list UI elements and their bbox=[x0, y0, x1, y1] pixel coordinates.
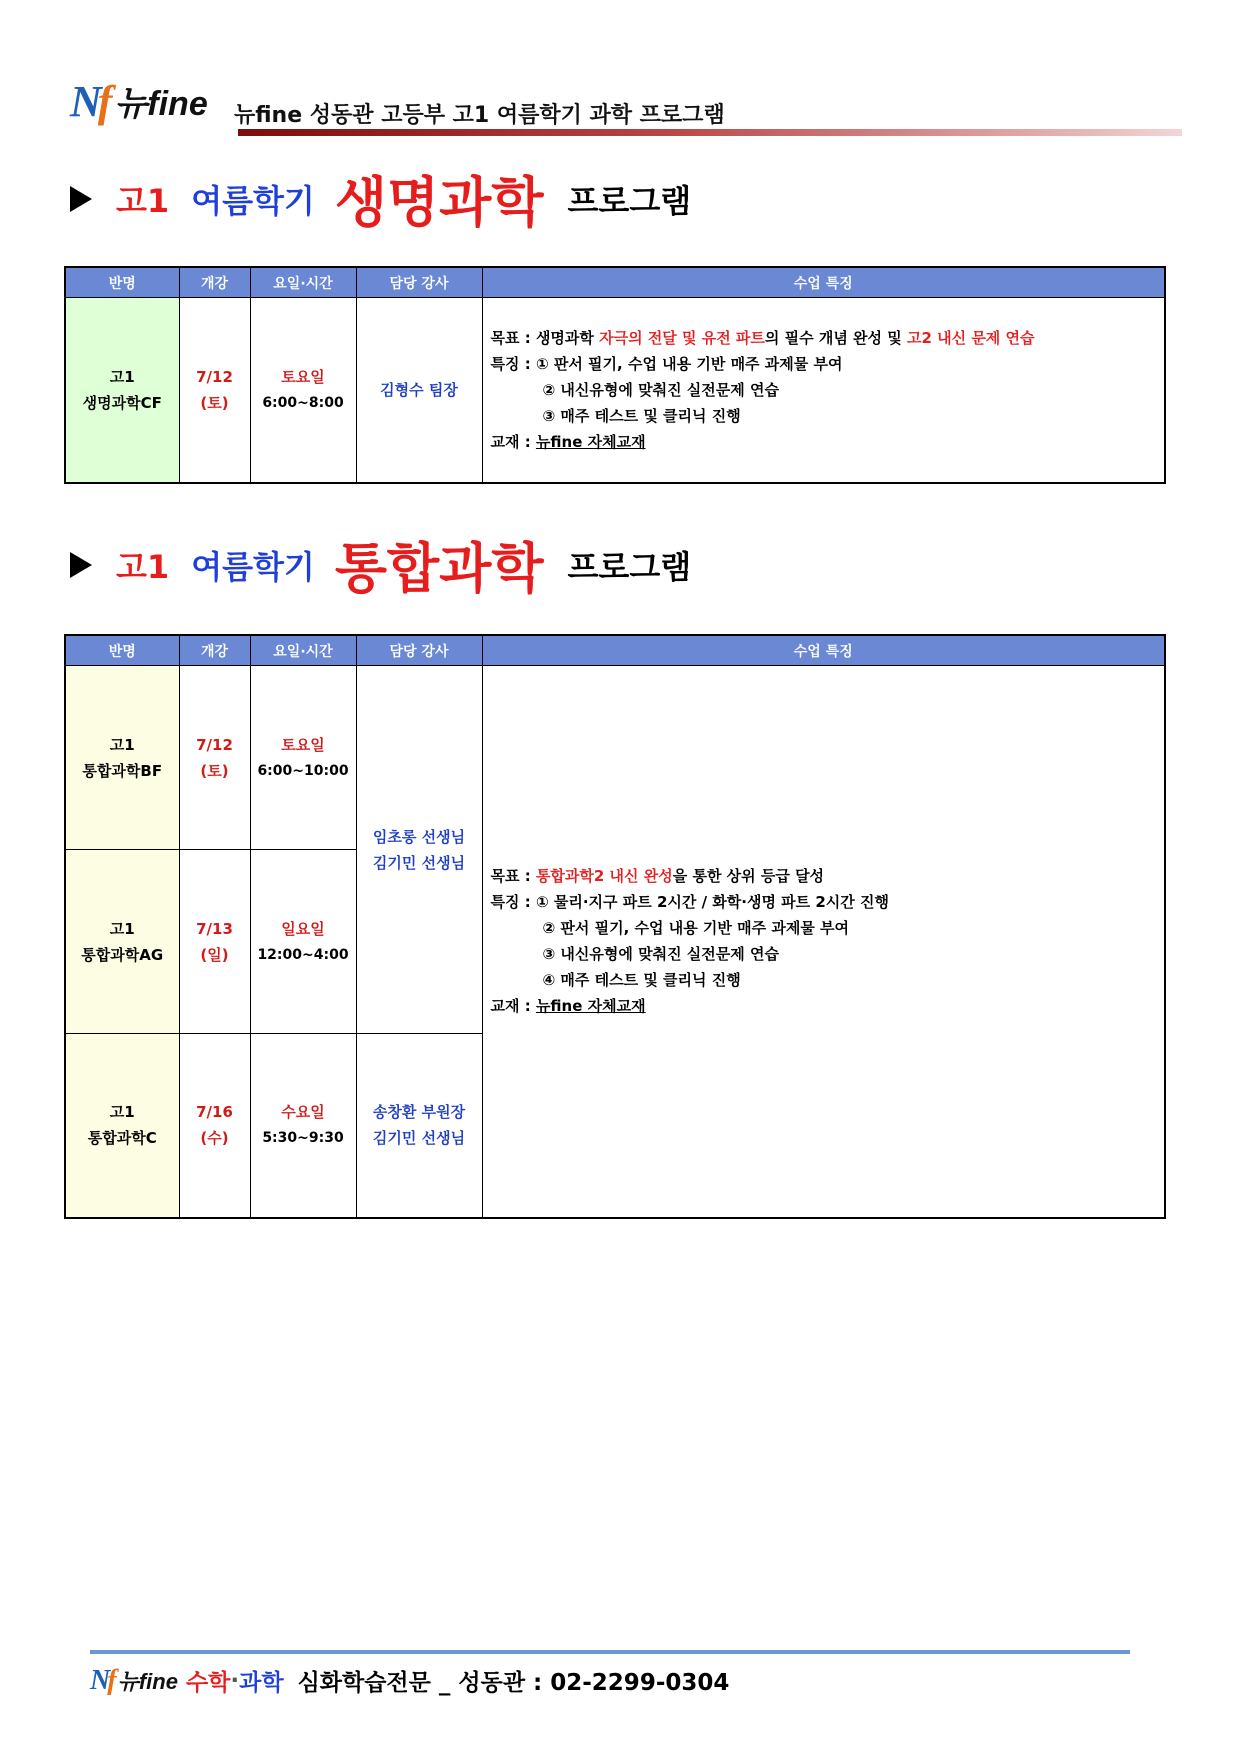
table-row bbox=[65, 298, 1165, 483]
teacher-name: 김기민 선생님 bbox=[372, 1129, 466, 1148]
schedule-cell bbox=[250, 666, 356, 850]
section-subject: 생명과학 bbox=[334, 171, 544, 234]
footer-subject-math: 수학 bbox=[185, 1670, 231, 1696]
section-program: 프로그램 bbox=[567, 181, 692, 220]
feature-line bbox=[491, 915, 1165, 941]
feature-line bbox=[491, 377, 1165, 403]
feature-item: ② 내신유형에 맞춰진 실전문제 연습 bbox=[542, 380, 779, 399]
feature-item: ③ 내신유형에 맞춰진 실전문제 연습 bbox=[542, 945, 779, 964]
section-grade: 고1 bbox=[116, 547, 170, 586]
weekday: 토요일 bbox=[281, 367, 325, 386]
table-header-row bbox=[65, 267, 1165, 298]
col-header-features: 수업 특징 bbox=[482, 267, 1165, 298]
class-grade: 고1 bbox=[109, 367, 135, 386]
class-name-cell bbox=[65, 1034, 179, 1218]
features-cell bbox=[482, 298, 1165, 483]
col-header-features: 수업 특징 bbox=[482, 635, 1165, 666]
goal-text: 을 통한 상위 등급 달성 bbox=[672, 867, 825, 886]
section-term: 여름학기 bbox=[191, 547, 315, 586]
section-title-bio bbox=[70, 160, 691, 237]
class-grade: 고1 bbox=[109, 919, 135, 938]
footer-logo-mark: Nf bbox=[90, 1664, 114, 1696]
integrated-program-table bbox=[64, 634, 1166, 1219]
class-time: 12:00~4:00 bbox=[257, 946, 349, 963]
weekday: 수요일 bbox=[281, 1103, 325, 1122]
feature-item: ④ 매주 테스트 및 클리닉 진행 bbox=[542, 971, 741, 990]
start-date-cell bbox=[179, 666, 250, 850]
col-header-teacher: 담당 강사 bbox=[356, 267, 482, 298]
section-subject: 통합과학 bbox=[334, 537, 544, 600]
features-cell bbox=[482, 666, 1165, 1218]
class-name: 통합과학BF bbox=[82, 761, 163, 780]
start-date: 7/12 bbox=[196, 735, 233, 754]
feature-item: ① 물리·지구 파트 2시간 / 화학·생명 파트 2시간 진행 bbox=[535, 893, 889, 912]
teacher-name: 김형수 팀장 bbox=[380, 380, 458, 399]
weekday: 토요일 bbox=[281, 735, 325, 754]
goal-highlight: 통합과학2 내신 완성 bbox=[535, 867, 673, 886]
book-line bbox=[491, 993, 1165, 1019]
logo-mark: Nf bbox=[70, 77, 109, 126]
table-header-row bbox=[65, 635, 1165, 666]
feature-label: 특징 : bbox=[490, 354, 536, 373]
feature-label: 특징 : bbox=[490, 893, 536, 912]
footer-brand: 뉴fine bbox=[117, 1669, 178, 1694]
schedule-cell bbox=[250, 298, 356, 483]
teacher-name: 김기민 선생님 bbox=[372, 853, 466, 872]
book-name: 뉴fine 자체교재 bbox=[535, 432, 646, 451]
goal-text: 생명과학 bbox=[535, 328, 600, 347]
col-header-class: 반명 bbox=[65, 267, 179, 298]
class-time: 5:30~9:30 bbox=[262, 1130, 344, 1147]
feature-item: ① 판서 필기, 수업 내용 기반 매주 과제물 부여 bbox=[535, 354, 843, 373]
goal-line bbox=[491, 325, 1165, 351]
start-date-cell bbox=[179, 850, 250, 1034]
book-label: 교재 : bbox=[490, 432, 536, 451]
section-title-integrated bbox=[70, 526, 691, 603]
start-day: (일) bbox=[200, 945, 229, 964]
goal-highlight: 자극의 전달 및 유전 파트 bbox=[599, 328, 765, 347]
page-header bbox=[70, 77, 1182, 138]
schedule-cell bbox=[250, 850, 356, 1034]
col-header-schedule: 요일·시간 bbox=[250, 635, 356, 666]
class-grade: 고1 bbox=[109, 1103, 135, 1122]
page-title: 뉴fine 성동관 고등부 고1 여름학기 과학 프로그램 bbox=[234, 103, 725, 128]
play-arrow-icon bbox=[70, 186, 92, 212]
goal-text: 의 필수 개념 완성 및 bbox=[764, 328, 907, 347]
logo-brand: 뉴fine bbox=[114, 85, 208, 123]
class-time: 6:00~8:00 bbox=[262, 394, 344, 411]
bio-program-table bbox=[64, 266, 1166, 484]
page-footer bbox=[90, 1664, 729, 1697]
start-day: (토) bbox=[200, 393, 229, 412]
start-date: 7/13 bbox=[196, 919, 233, 938]
start-date: 7/12 bbox=[196, 367, 233, 386]
col-header-class: 반명 bbox=[65, 635, 179, 666]
teacher-cell bbox=[356, 1034, 482, 1218]
book-line bbox=[491, 429, 1165, 455]
teacher-cell bbox=[356, 666, 482, 1034]
feature-line bbox=[491, 967, 1165, 993]
start-day: (수) bbox=[200, 1129, 229, 1148]
feature-line bbox=[491, 889, 1165, 915]
class-grade: 고1 bbox=[109, 735, 135, 754]
footer-contact: 심화학습전문 _ 성동관 : 02-2299-0304 bbox=[297, 1670, 730, 1696]
class-name: 통합과학AG bbox=[81, 945, 164, 964]
class-name: 통합과학C bbox=[87, 1129, 157, 1148]
class-name-cell bbox=[65, 298, 179, 483]
feature-item: ② 판서 필기, 수업 내용 기반 매주 과제물 부여 bbox=[542, 919, 850, 938]
col-header-teacher: 담당 강사 bbox=[356, 635, 482, 666]
start-date-cell bbox=[179, 298, 250, 483]
feature-line bbox=[491, 941, 1165, 967]
class-name-cell bbox=[65, 850, 179, 1034]
section-grade: 고1 bbox=[116, 181, 170, 220]
col-header-start: 개강 bbox=[179, 635, 250, 666]
book-name: 뉴fine 자체교재 bbox=[535, 997, 646, 1016]
teacher-name: 송창환 부원장 bbox=[372, 1103, 466, 1122]
footer-dot: · bbox=[230, 1667, 240, 1694]
start-date-cell bbox=[179, 1034, 250, 1218]
class-name: 생명과학CF bbox=[82, 393, 162, 412]
section-program: 프로그램 bbox=[567, 547, 692, 586]
footer-divider bbox=[90, 1650, 1130, 1654]
table-row bbox=[65, 666, 1165, 850]
goal-highlight: 고2 내신 문제 연습 bbox=[906, 328, 1035, 347]
footer-subject-science: 과학 bbox=[239, 1670, 284, 1696]
teacher-cell bbox=[356, 298, 482, 483]
play-arrow-icon bbox=[70, 552, 92, 578]
teacher-name: 임초롱 선생님 bbox=[372, 827, 466, 846]
book-label: 교재 : bbox=[490, 997, 536, 1016]
feature-line bbox=[491, 351, 1165, 377]
goal-label: 목표 : bbox=[490, 328, 536, 347]
schedule-cell bbox=[250, 1034, 356, 1218]
goal-line bbox=[491, 863, 1165, 889]
feature-line bbox=[491, 403, 1165, 429]
class-name-cell bbox=[65, 666, 179, 850]
brand-logo bbox=[70, 77, 208, 126]
weekday: 일요일 bbox=[281, 919, 325, 938]
feature-item: ③ 매주 테스트 및 클리닉 진행 bbox=[542, 406, 741, 425]
class-time: 6:00~10:00 bbox=[257, 762, 349, 779]
start-date: 7/16 bbox=[196, 1103, 233, 1122]
col-header-start: 개강 bbox=[179, 267, 250, 298]
section-term: 여름학기 bbox=[191, 181, 315, 220]
col-header-schedule: 요일·시간 bbox=[250, 267, 356, 298]
goal-label: 목표 : bbox=[490, 867, 536, 886]
header-divider bbox=[238, 129, 1182, 136]
start-day: (토) bbox=[200, 761, 229, 780]
